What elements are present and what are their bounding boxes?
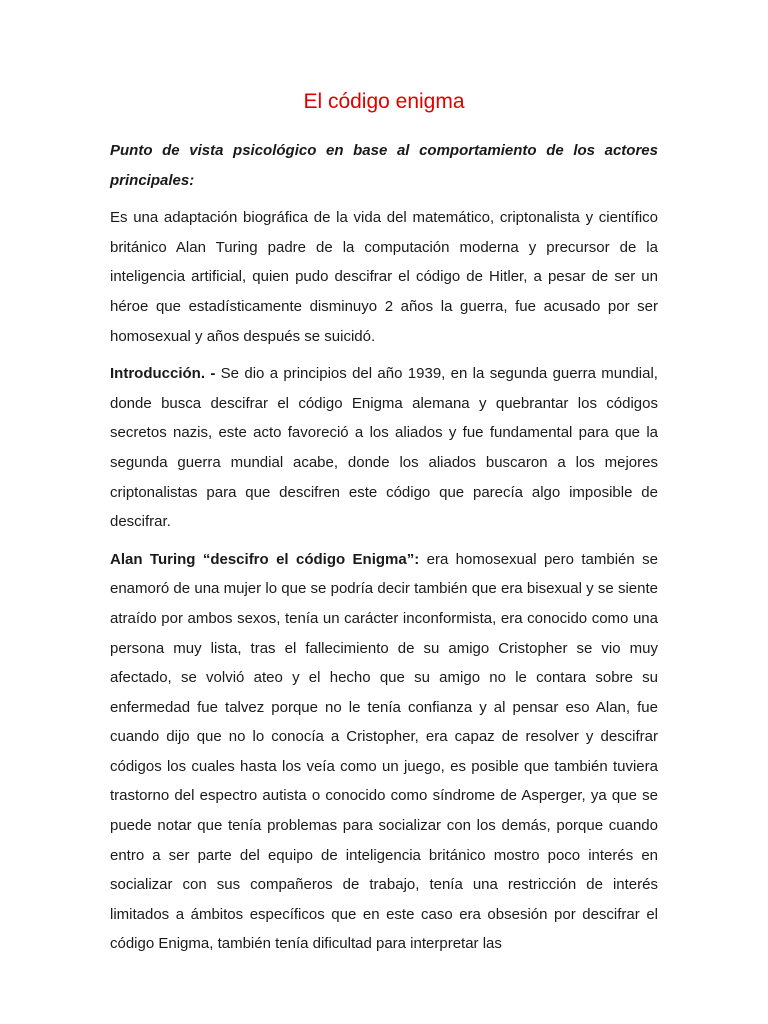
document-title: El código enigma — [303, 90, 465, 113]
alan-turing-text: era homosexual pero también se enamoró de una mujer lo que se podría decir también que era bisexual y se siente atraído por ambos sexos, tenía un carácter inconformista, era conocido como una persona muy lista, tras el fallecimiento de su amigo Cristopher se vio muy afectado, se volvió ateo y el hecho que su amigo no le contara sobre su enfermedad fue talvez porque no le tenía confianza y al pensar eso Alan, fue cuando dijo que no lo conocía a Cristopher, era capaz de resolver y descifrar códigos los cuales hasta los veía como un juego, es posible que también tuviera trastorno del espectro autista o conocido como síndrome de Asperger, ya que se puede notar que tenía problemas para socializar con los demás, porque cuando entro a ser parte del equipo de inteligencia británico mostro poco interés en socializar con sus compañeros de trabajo, tenía una restricción de interés limitados a ámbitos específicos que en este caso era obsesión por descifrar el código Enigma, también tenía dificultad para interpretar las — [110, 550, 658, 953]
paragraph-intro-bio: Es una adaptación biográfica de la vida del matemático, criptonalista y científico británico Alan Turing padre de la computación moderna y precursor de la inteligencia artificial, quien pudo descifrar el código de Hitler, a pesar de ser un héroe que estadísticamente disminuyo 2 años la guerra, fue acusado por ser homosexual y años después se suicidó. — [110, 209, 658, 345]
introduccion-heading: Introducción. - — [110, 365, 216, 383]
introduccion-text: Se dio a principios del año 1939, en la segunda guerra mundial, donde busca descifrar el código Enigma alemana y quebrantar los códigos secretos nazis, este acto favoreció a los aliados y fue fundamental para que la segunda guerra mundial acabe, donde los aliados buscaron a los mejores criptonalistas para que descifren este código que parecía algo imposible de descifrar. — [110, 365, 658, 531]
paragraph-alan-turing — [110, 545, 658, 959]
alan-turing-heading: Alan Turing “descifro el código Enigma”: — [110, 550, 420, 568]
document-subtitle: Punto de vista psicológico en base al comportamiento de los actores principales: — [110, 142, 658, 189]
paragraph-introduccion — [110, 359, 658, 537]
document-body — [110, 88, 658, 967]
